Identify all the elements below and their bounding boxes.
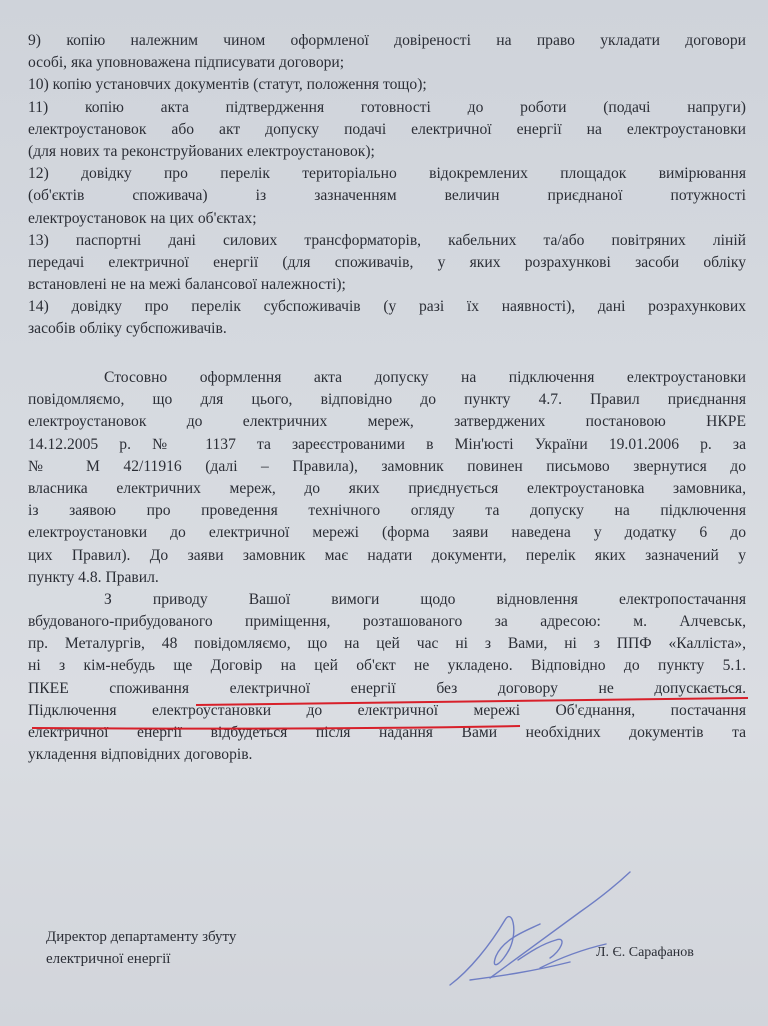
list-line: 12) довідку про перелік територіально відокремлених площадок вимірювання [28, 165, 746, 183]
body-line: Підключення електроустановки до електричної мережі Об'єднання, постачання [28, 701, 746, 719]
handwritten-signature [430, 860, 660, 1000]
list-line: встановлені не на межі балансової належності); [28, 276, 346, 294]
list-line: електроустановок на цих об'єктах; [28, 209, 257, 227]
body-line: № М 42/11916 (далі – Правила), замовник повинен письмово звернутися до [28, 457, 746, 475]
letter-body [28, 367, 746, 766]
body-line: електроустановки до електричної мережі (форма заяви наведена у додатку 6 до [28, 524, 746, 542]
body-line: ні з кім-небудь ще Договір на цей об'єкт не укладено. Відповідно до пункту 5.1. [28, 657, 746, 675]
body-line: Стосовно оформлення акта допуску на підключення електроустановки [104, 369, 746, 386]
list-line: засобів обліку субспоживачів. [28, 320, 227, 338]
list-line: (об'єктів споживача) із зазначенням величин приєднаної потужності [28, 187, 746, 205]
list-line: 9) копію належним чином оформленої довіреності на право укладати договори [28, 32, 746, 49]
signatory-title-line1: Директор департаменту збуту [46, 929, 237, 945]
list-line: 13) паспортні дані силових трансформаторів, кабельних та/або повітряних ліній [28, 231, 746, 249]
body-line: пр. Металургів, 48 повідомляємо, що на цей час ні з Вами, ні з ППФ «Калліста», [28, 635, 746, 653]
signatory-name: Л. Є. Сарафанов [596, 945, 694, 960]
signatory-title [46, 926, 236, 970]
body-line: З приводу Вашої вимоги щодо відновлення електропостачання [104, 590, 746, 608]
list-line: передачі електричної енергії (для споживачів, у яких розрахункові засоби обліку [28, 253, 746, 271]
list-line: 14) довідку про перелік субспоживачів (у разі їх наявності), дані розрахункових [28, 298, 746, 316]
body-line: електроустановок до електричних мереж, затверджених постановою НКРЕ [28, 413, 746, 431]
body-line: укладення відповідних договорів. [28, 746, 253, 764]
body-line: вбудованого-прибудованого приміщення, розташованого за адресою: м. Алчевськ, [28, 613, 746, 631]
body-line: власника електричних мереж, до яких приєднується електроустановка замовника, [28, 479, 746, 497]
body-line: цих Правил). До заяви замовник має надати документи, перелік яких зазначений у [28, 546, 746, 564]
body-line: пункту 4.8. Правил. [28, 568, 159, 586]
body-line: із заявою про проведення технічного огляду та допуску на підключення [28, 502, 746, 520]
body-line: повідомляємо, що для цього, відповідно до пункту 4.7. Правил приєднання [28, 391, 746, 409]
body-line: електричної енергії відбудеться після надання Вами необхідних документів та [28, 724, 746, 741]
list-line: (для нових та реконструйованих електроустановок); [28, 142, 375, 160]
list-line: 10) копію установчих документів (статут, положення тощо); [28, 76, 427, 94]
list-line: 11) копію акта підтвердження готовності до роботи (подачі напруги) [28, 98, 746, 116]
list-line: особі, яка уповноважена підписувати договори; [28, 54, 345, 72]
body-line: ПКЕЕ споживання електричної енергії без договору не допускається. [28, 679, 746, 697]
body-line: 14.12.2005 р. № 1137 та зареєстрованими в Мін'юсті України 19.01.2006 р. за [28, 435, 746, 453]
required-documents-list [28, 30, 746, 341]
signatory-title-line2: електричної енергії [46, 951, 171, 967]
list-line: електроустановок або акт допуску подачі електричної енергії на електроустановки [28, 120, 746, 138]
